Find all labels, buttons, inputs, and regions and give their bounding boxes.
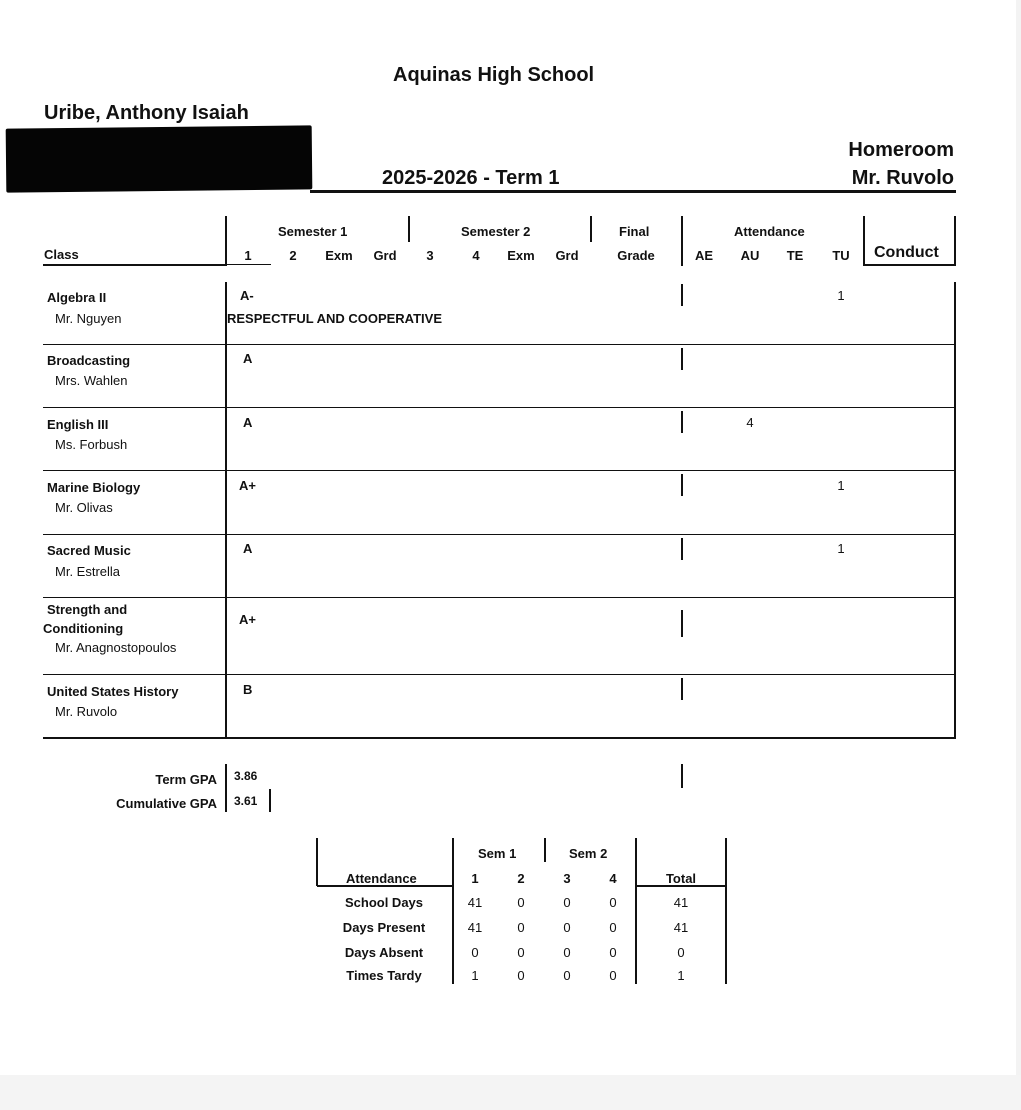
att-cell: 0	[517, 968, 525, 983]
conduct-divider	[863, 216, 865, 266]
att-summary-col: 4	[609, 871, 617, 886]
att-cell: 0	[517, 920, 525, 935]
col-header: 1	[244, 248, 252, 263]
term1-grade: B	[243, 682, 253, 697]
row-divider	[43, 470, 956, 471]
row-divider	[43, 534, 956, 535]
gpa-attendance-marker	[681, 764, 683, 788]
teacher-name: Ms. Forbush	[55, 437, 128, 452]
teacher-name: Mr. Anagnostopoulos	[55, 640, 177, 655]
class-name: United States History	[47, 684, 179, 699]
att-total-cell: 41	[673, 920, 689, 935]
row-divider	[43, 407, 956, 408]
att-cell: 41	[467, 895, 483, 910]
att-total-cell: 41	[673, 895, 689, 910]
class-header: Class	[44, 247, 79, 262]
att-row-label: School Days	[344, 895, 424, 910]
att-summary-total-divider	[635, 838, 637, 984]
tu-value: 1	[837, 541, 845, 556]
table-bottom-rule	[43, 737, 956, 739]
att-cell: 0	[609, 895, 617, 910]
row-marker	[681, 474, 683, 496]
homeroom-teacher: Mr. Ruvolo	[851, 167, 954, 189]
col-header: Grd	[555, 248, 579, 263]
header-rule	[310, 190, 956, 193]
att-row-label: Days Present	[342, 920, 426, 935]
gpa-value-divider	[269, 789, 271, 812]
tu-value: 1	[837, 288, 845, 303]
att-cell: 0	[563, 968, 571, 983]
term1-grade: A+	[239, 478, 256, 493]
page-bottom-margin	[0, 1075, 1021, 1110]
att-summary-sem1: Sem 1	[478, 846, 517, 861]
teacher-name: Mr. Nguyen	[55, 311, 122, 326]
school-title: Aquinas High School	[393, 64, 595, 86]
redaction-block	[6, 125, 313, 192]
att-summary-label-divider	[452, 838, 454, 984]
page-edge-shade	[1016, 0, 1021, 1075]
semester2-header: Semester 2	[461, 224, 531, 239]
class-name: English III	[47, 417, 109, 432]
class-header-rule	[43, 264, 226, 266]
term-gpa-value: 3.86	[234, 769, 258, 783]
row-divider	[43, 344, 226, 345]
gpa-divider	[225, 764, 227, 812]
final-header: Final	[619, 224, 650, 239]
table-header-divider	[225, 216, 227, 266]
class-name: Marine Biology	[47, 480, 141, 495]
class-name: Algebra II	[47, 290, 107, 305]
att-col-header: AE	[694, 248, 714, 263]
row-divider	[226, 344, 956, 345]
class-name-line2: Conditioning	[43, 621, 124, 636]
semester-divider	[408, 216, 410, 242]
teacher-name: Mrs. Wahlen	[55, 373, 128, 388]
teacher-comment: RESPECTFUL AND COOPERATIVE	[227, 311, 443, 326]
col-header: Exm	[507, 248, 535, 263]
table-right-border	[954, 216, 956, 266]
att-summary-col: 1	[471, 871, 479, 886]
att-cell: 0	[471, 945, 479, 960]
conduct-header-rule	[864, 264, 956, 266]
row-marker	[681, 411, 683, 433]
class-column-divider	[225, 282, 227, 739]
row-divider	[43, 674, 956, 675]
attendance-divider	[681, 216, 683, 266]
col-header: Exm	[325, 248, 353, 263]
cumulative-gpa-label: Cumulative GPA	[116, 796, 217, 811]
att-col-header: TE	[786, 248, 804, 263]
term1-grade: A	[243, 541, 253, 556]
att-summary-sem2: Sem 2	[569, 846, 608, 861]
att-cell: 0	[517, 945, 525, 960]
att-row-label: Times Tardy	[346, 968, 422, 983]
term1-grade: A	[243, 415, 253, 430]
class-name-line1: Strength and	[47, 602, 128, 617]
att-col-header: TU	[832, 248, 850, 263]
row-marker	[681, 348, 683, 370]
row-marker	[681, 678, 683, 700]
att-summary-col: 2	[517, 871, 525, 886]
teacher-name: Mr. Olivas	[55, 500, 113, 515]
row-marker	[681, 284, 683, 306]
class-name: Sacred Music	[47, 543, 131, 558]
attendance-header: Attendance	[734, 224, 805, 239]
semester1-header: Semester 1	[278, 224, 348, 239]
col-header: Grd	[373, 248, 397, 263]
au-value: 4	[746, 415, 754, 430]
term1-grade: A-	[240, 288, 254, 303]
att-summary-title: Attendance	[346, 871, 417, 886]
student-name: Uribe, Anthony Isaiah	[44, 102, 249, 124]
term-gpa-label: Term GPA	[155, 772, 217, 787]
att-cell: 0	[609, 945, 617, 960]
att-col-header: AU	[740, 248, 760, 263]
att-row-label: Days Absent	[344, 945, 424, 960]
att-summary-sem-divider	[544, 838, 546, 862]
att-cell: 0	[517, 895, 525, 910]
teacher-name: Mr. Ruvolo	[55, 704, 118, 719]
att-cell: 0	[609, 968, 617, 983]
conduct-header: Conduct	[874, 244, 939, 261]
class-name: Broadcasting	[47, 353, 131, 368]
row-marker	[681, 610, 683, 637]
row-marker	[681, 538, 683, 560]
cumulative-gpa-value: 3.61	[234, 794, 258, 808]
col-header: 2	[289, 248, 297, 263]
row-divider	[43, 597, 956, 598]
att-summary-col: 3	[563, 871, 571, 886]
col1-header-rule	[226, 264, 271, 265]
att-cell: 41	[467, 920, 483, 935]
table-right-border	[954, 282, 956, 739]
att-total-cell: 0	[677, 945, 685, 960]
att-cell: 0	[609, 920, 617, 935]
col-header: 3	[426, 248, 434, 263]
att-summary-right-border	[725, 838, 727, 984]
term1-grade: A	[243, 351, 253, 366]
final-grade-header: Grade	[617, 248, 655, 263]
term-label: 2025-2026 - Term 1	[382, 167, 560, 189]
tu-value: 1	[837, 478, 845, 493]
att-cell: 1	[471, 968, 479, 983]
term1-grade: A+	[239, 612, 256, 627]
att-cell: 0	[563, 895, 571, 910]
att-cell: 0	[563, 920, 571, 935]
att-summary-left-border	[316, 838, 318, 886]
homeroom-label: Homeroom	[848, 139, 954, 161]
att-summary-total-header: Total	[665, 871, 697, 886]
col-header: 4	[472, 248, 480, 263]
teacher-name: Mr. Estrella	[55, 564, 121, 579]
att-total-cell: 1	[677, 968, 685, 983]
att-cell: 0	[563, 945, 571, 960]
semester-divider	[590, 216, 592, 242]
